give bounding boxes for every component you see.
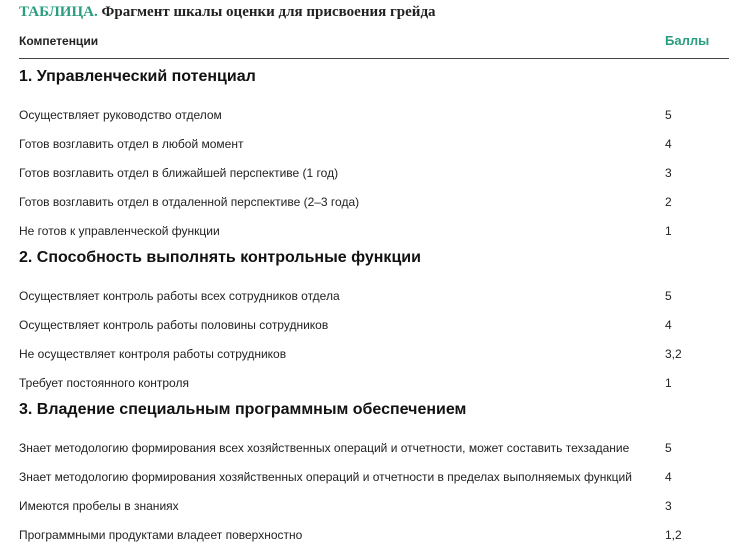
table-row xyxy=(19,193,729,211)
header-competencies: Компетенции xyxy=(19,34,99,48)
table-row xyxy=(19,345,729,363)
header-score: Баллы xyxy=(665,33,710,48)
row-score: 4 xyxy=(665,470,672,484)
row-score: 1 xyxy=(665,376,672,390)
row-label: Программными продуктами владеет поверхностно xyxy=(19,528,303,542)
caption-text: Фрагмент шкалы оценки для присвоения грейда xyxy=(97,4,436,20)
table-row xyxy=(19,316,729,334)
row-label: Требует постоянного контроля xyxy=(19,376,189,390)
row-score: 4 xyxy=(665,318,672,332)
row-score: 3,2 xyxy=(665,347,682,361)
section-title-1: 1. Управленческий потенциал xyxy=(19,68,256,85)
row-score: 2 xyxy=(665,195,672,209)
table-row xyxy=(19,497,729,515)
table-row xyxy=(19,135,729,153)
section-title-3: 3. Владение специальным программным обеспечением xyxy=(19,401,467,418)
row-label: Готов возглавить отдел в ближайшей перспективе (1 год) xyxy=(19,166,339,180)
table-row xyxy=(19,106,729,124)
table-row xyxy=(19,439,729,457)
row-score: 3 xyxy=(665,166,672,180)
row-label: Готов возглавить отдел в любой момент xyxy=(19,137,244,151)
row-label: Знает методологию формирования хозяйственных операций и отчетности в пределах выполняемых функций xyxy=(19,470,632,484)
table-row xyxy=(19,287,729,305)
row-label: Не готов к управленческой функции xyxy=(19,224,220,238)
table-header xyxy=(19,32,729,59)
row-score: 4 xyxy=(665,137,672,151)
row-label: Осуществляет контроль работы всех сотрудников отдела xyxy=(19,289,340,303)
row-score: 3 xyxy=(665,499,672,513)
row-label: Не осуществляет контроля работы сотрудников xyxy=(19,347,287,361)
table-row xyxy=(19,374,729,392)
row-label: Знает методологию формирования всех хозяйственных операций и отчетности, может составить техзадание xyxy=(19,441,630,455)
table-row xyxy=(19,468,729,486)
row-score: 1 xyxy=(665,224,672,238)
section-title-2: 2. Способность выполнять контрольные функции xyxy=(19,249,421,266)
caption-prefix: ТАБЛИЦА. xyxy=(19,4,98,20)
row-score: 5 xyxy=(665,289,672,303)
table-row xyxy=(19,164,729,182)
row-score: 5 xyxy=(665,108,672,122)
table-caption xyxy=(19,2,436,22)
row-label: Осуществляет контроль работы половины сотрудников xyxy=(19,318,329,332)
row-label: Осуществляет руководство отделом xyxy=(19,108,222,122)
row-score: 5 xyxy=(665,441,672,455)
table-row xyxy=(19,526,729,544)
row-label: Готов возглавить отдел в отдаленной перспективе (2–3 года) xyxy=(19,195,360,209)
row-score: 1,2 xyxy=(665,528,682,542)
row-label: Имеются пробелы в знаниях xyxy=(19,499,179,513)
table-row xyxy=(19,222,729,240)
